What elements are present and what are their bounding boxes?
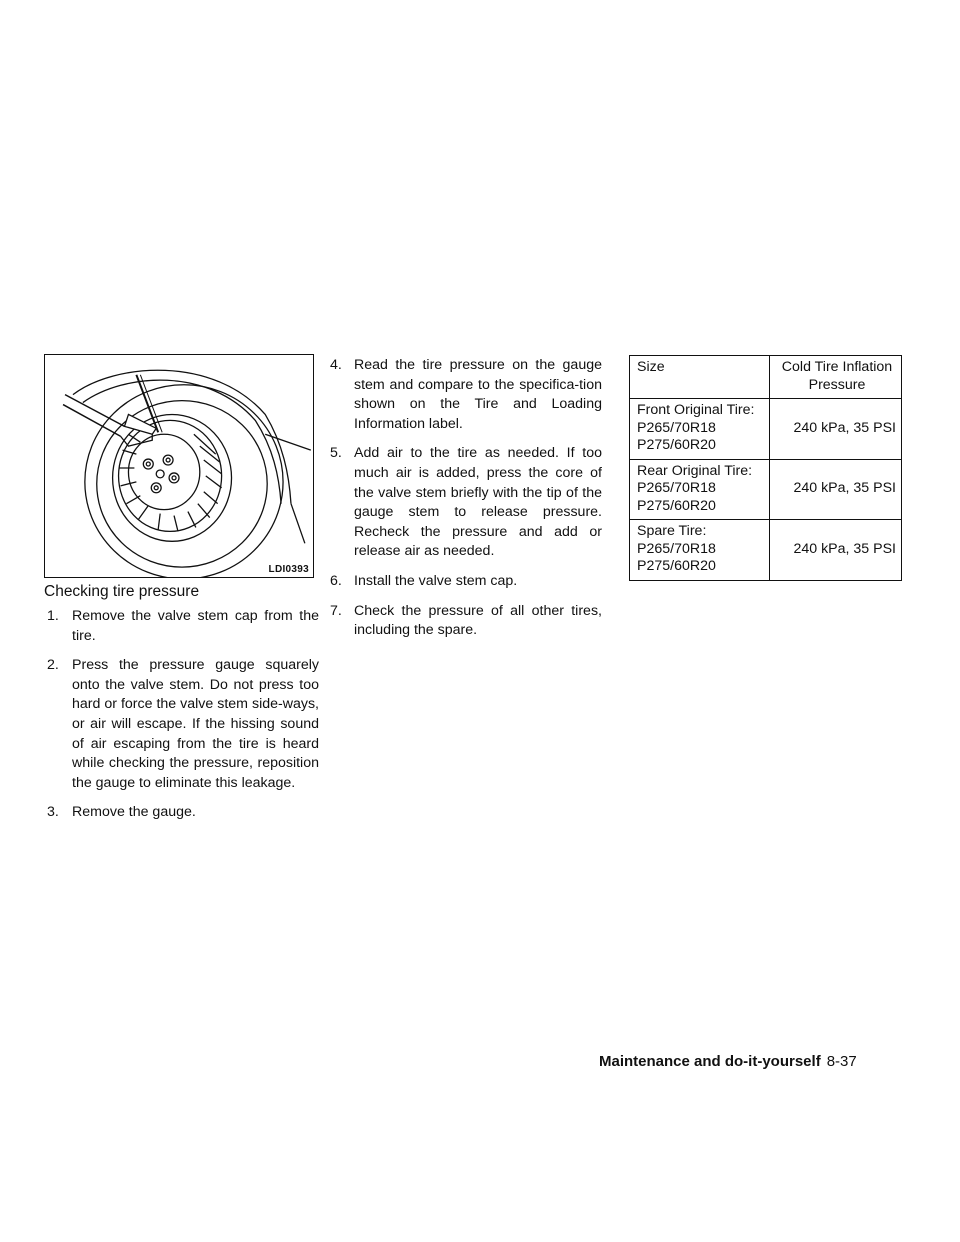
step-item bbox=[47, 803, 319, 823]
step-number: 2. bbox=[47, 657, 59, 674]
steps-column-2 bbox=[330, 356, 602, 651]
row-size: P265/70R18 bbox=[637, 540, 716, 557]
row-size: P275/60R20 bbox=[637, 558, 716, 574]
table-cell-pressure: 240 kPa, 35 PSI bbox=[770, 520, 902, 581]
footer-section-title: Maintenance and do-it-yourself bbox=[599, 1053, 821, 1070]
step-number: 6. bbox=[330, 572, 342, 589]
step-number: 5. bbox=[330, 445, 342, 462]
step-item bbox=[47, 607, 319, 646]
step-number: 4. bbox=[330, 357, 342, 373]
table-header-row bbox=[630, 356, 902, 399]
table-row bbox=[630, 520, 902, 581]
row-label: Front Original Tire: bbox=[637, 402, 755, 418]
step-number: 1. bbox=[47, 608, 59, 624]
table-header-size: Size bbox=[630, 356, 770, 399]
step-text: Remove the gauge. bbox=[72, 804, 196, 821]
step-text: Remove the valve stem cap from the tire. bbox=[72, 608, 319, 644]
table-cell-size bbox=[630, 459, 770, 520]
step-number: 7. bbox=[330, 602, 342, 619]
table-cell-pressure: 240 kPa, 35 PSI bbox=[770, 459, 902, 520]
row-size: P265/70R18 bbox=[637, 419, 716, 436]
table-cell-size bbox=[630, 399, 770, 460]
table-row bbox=[630, 399, 902, 460]
tire-pressure-table bbox=[629, 355, 902, 581]
table-cell-pressure: 240 kPa, 35 PSI bbox=[770, 399, 902, 460]
section-title: Checking tire pressure bbox=[44, 583, 200, 600]
steps-column-1 bbox=[47, 607, 319, 833]
table-row bbox=[630, 459, 902, 520]
step-item bbox=[330, 356, 602, 434]
step-text: Add air to the tire as needed. If too much air is added, press the core of the valve stem briefly with the tip of the gauge stem to release pressure. Recheck the pressure and add or release air as needed. bbox=[354, 445, 602, 560]
table-cell-size bbox=[630, 520, 770, 581]
row-label: Spare Tire: bbox=[637, 523, 707, 539]
page-number: 8-37 bbox=[826, 1053, 857, 1070]
step-item bbox=[330, 572, 602, 592]
tire-pressure-gauge-icon bbox=[45, 355, 313, 577]
step-text: Press the pressure gauge squarely onto the valve stem. Do not press too hard or force the valve stem side-ways, or air will escape. If the hissing sound of air escaping from the tire is heard while checking the pressure, reposition the gauge to eliminate this leakage. bbox=[72, 657, 319, 791]
tire-illustration bbox=[44, 354, 314, 578]
row-size: P275/60R20 bbox=[637, 437, 716, 453]
figure-code: LDI0393 bbox=[268, 564, 309, 575]
step-number: 3. bbox=[47, 804, 59, 821]
step-text: Install the valve stem cap. bbox=[354, 572, 518, 589]
step-text: Read the tire pressure on the gauge stem and compare to the specifica-tion shown on the Tire and Loading Information label. bbox=[354, 357, 602, 432]
step-item bbox=[330, 602, 602, 641]
step-text: Check the pressure of all other tires, including the spare. bbox=[354, 602, 602, 639]
row-size: P275/60R20 bbox=[637, 497, 716, 514]
page-footer bbox=[599, 1053, 857, 1070]
table-header-pressure: Cold Tire Inflation Pressure bbox=[770, 356, 902, 399]
row-size: P265/70R18 bbox=[637, 480, 716, 496]
row-label: Rear Original Tire: bbox=[637, 462, 753, 479]
step-item bbox=[47, 656, 319, 793]
step-item bbox=[330, 444, 602, 562]
